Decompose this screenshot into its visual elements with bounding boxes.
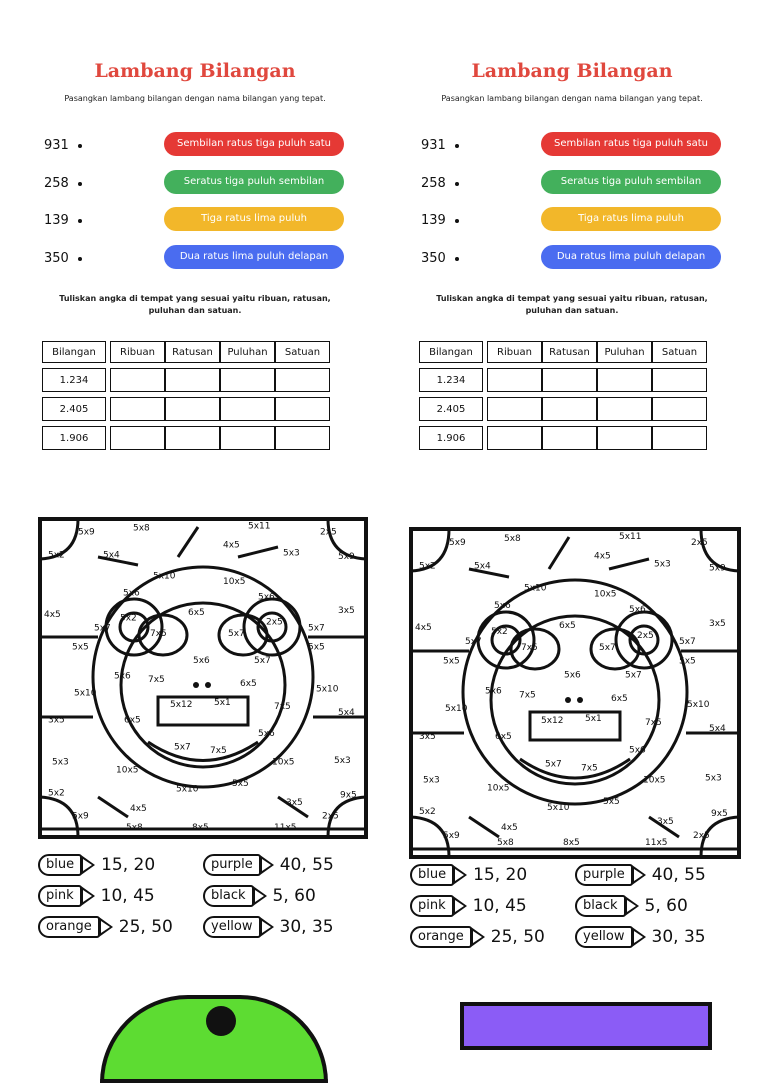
multiplication-cell-label[interactable]: 5x8 — [126, 822, 143, 833]
multiplication-cell-label[interactable]: 5x6 — [114, 671, 131, 682]
answer-cell[interactable] — [542, 368, 597, 392]
answer-cell[interactable] — [110, 426, 165, 450]
table-header: Puluhan — [220, 341, 275, 363]
multiplication-cell-label[interactable]: 3x5 — [657, 817, 674, 827]
multiplication-cell-label[interactable]: 7x5 — [645, 718, 662, 728]
crayon-color-name: blue — [410, 864, 454, 886]
number-label: 931 — [44, 138, 69, 153]
answer-cell[interactable] — [487, 397, 542, 421]
black-dot — [206, 1006, 236, 1036]
crayon-legend-item — [575, 864, 706, 886]
multiplication-cell-label[interactable]: 5x7 — [228, 629, 245, 640]
multiplication-cell-label[interactable]: 5x6 — [485, 686, 502, 697]
answer-cell[interactable] — [652, 368, 707, 392]
crayon-tip-icon — [81, 886, 95, 906]
crayon-values: 40, 55 — [651, 865, 706, 885]
crayon-tip-icon — [453, 896, 467, 916]
answer-cell[interactable] — [487, 426, 542, 450]
match-dot[interactable] — [78, 257, 82, 261]
multiplication-cell-label[interactable]: 5x10 — [687, 700, 710, 711]
number-label: 258 — [421, 176, 446, 191]
table-row-label: 1.234 — [419, 368, 483, 392]
crayon-color-name: purple — [575, 864, 633, 886]
multiplication-cell-label[interactable]: 5x6 — [258, 592, 275, 603]
multiplication-cell-label[interactable]: 6x5 — [188, 607, 205, 618]
multiplication-cell-label[interactable]: 7x5 — [581, 763, 598, 774]
answer-cell[interactable] — [275, 368, 330, 392]
table-row-label: 1.906 — [42, 426, 106, 450]
multiplication-cell-label[interactable]: 7x5 — [274, 702, 291, 712]
multiplication-cell-label[interactable]: 10x5 — [643, 775, 666, 786]
name-pill[interactable]: Sembilan ratus tiga puluh satu — [164, 132, 344, 156]
multiplication-cell-label[interactable]: 5x3 — [283, 548, 300, 559]
multiplication-cell-label[interactable]: 5x9 — [78, 527, 95, 538]
multiplication-cell-label[interactable]: 2x5 — [322, 811, 339, 822]
multiplication-cell-label[interactable]: 2x5 — [320, 527, 337, 538]
multiplication-cell-label[interactable]: 5x3 — [705, 773, 722, 784]
match-dot[interactable] — [78, 182, 82, 186]
multiplication-cell-label[interactable]: 5x7 — [545, 759, 562, 770]
crayon-values: 5, 60 — [272, 886, 316, 906]
answer-cell[interactable] — [110, 368, 165, 392]
multiplication-cell-label[interactable]: 5x6 — [123, 588, 140, 599]
multiplication-cell-label[interactable]: 5x4 — [103, 550, 120, 561]
multiplication-cell-label[interactable]: 5x2 — [48, 550, 65, 561]
multiplication-cell-label[interactable]: 5x3 — [654, 559, 671, 570]
multiplication-cell-label[interactable]: 5x6 — [193, 655, 210, 666]
answer-cell[interactable] — [165, 426, 220, 450]
match-dot[interactable] — [455, 144, 459, 148]
answer-cell[interactable] — [542, 397, 597, 421]
number-label: 350 — [421, 251, 446, 266]
crayon-tip-icon — [260, 855, 274, 875]
multiplication-cell-label[interactable]: 9x5 — [340, 790, 357, 801]
answer-cell[interactable] — [220, 397, 275, 421]
worksheet-title: Lambang Bilangan — [471, 60, 673, 82]
multiplication-cell-label[interactable]: 2x5 — [266, 617, 283, 628]
multiplication-cell-label[interactable]: 5x10 — [547, 803, 570, 814]
crayon-values: 25, 50 — [490, 927, 545, 947]
multiplication-cell-label[interactable]: 9x5 — [711, 809, 728, 820]
match-dot[interactable] — [455, 182, 459, 186]
multiplication-cell-label[interactable]: 10x5 — [594, 589, 617, 600]
name-pill[interactable]: Seratus tiga puluh sembilan — [541, 170, 721, 194]
number-label: 139 — [44, 213, 69, 228]
match-dot[interactable] — [78, 219, 82, 223]
answer-cell[interactable] — [220, 368, 275, 392]
lion-coloring-picture — [409, 527, 741, 859]
multiplication-cell-label[interactable]: 5x4 — [709, 723, 726, 734]
crayon-legend-item — [575, 895, 688, 917]
multiplication-cell-label[interactable]: 11x5 — [645, 838, 668, 848]
multiplication-cell-label[interactable]: 7x5 — [150, 629, 167, 640]
crayon-legend-item — [38, 854, 155, 876]
multiplication-cell-label[interactable]: 4x5 — [130, 803, 147, 814]
multiplication-cell-label[interactable]: 5x7 — [599, 642, 616, 653]
name-pill[interactable]: Dua ratus lima puluh delapan — [541, 245, 721, 269]
crayon-values: 15, 20 — [473, 865, 528, 885]
crayon-values: 25, 50 — [118, 917, 173, 937]
answer-cell[interactable] — [275, 397, 330, 421]
multiplication-cell-label[interactable]: 10x5 — [116, 765, 139, 776]
worksheet-right — [413, 48, 731, 470]
answer-cell[interactable] — [597, 397, 652, 421]
crayon-tip-icon — [625, 896, 639, 916]
crayon-tip-icon — [632, 865, 646, 885]
table-row-label: 2.405 — [42, 397, 106, 421]
multiplication-cell-label[interactable]: 5x9 — [449, 537, 466, 548]
answer-cell[interactable] — [652, 397, 707, 421]
table-header: Ribuan — [110, 341, 165, 363]
multiplication-cell-label[interactable]: 5x11 — [248, 521, 271, 532]
multiplication-cell-label[interactable]: 5x2 — [120, 613, 137, 624]
multiplication-cell-label[interactable]: 3x5 — [709, 619, 726, 629]
answer-cell[interactable] — [165, 397, 220, 421]
answer-cell[interactable] — [597, 426, 652, 450]
place-value-table — [42, 336, 330, 455]
multiplication-cell-label[interactable]: 4x5 — [501, 822, 518, 833]
multiplication-cell-label[interactable]: 5x6 — [564, 670, 581, 681]
multiplication-cell-label[interactable]: 5x10 — [153, 571, 176, 582]
crayon-legend-item — [410, 895, 527, 917]
crayon-legend-item — [410, 864, 527, 886]
purple-shape — [460, 1002, 712, 1050]
answer-cell[interactable] — [275, 426, 330, 450]
table-header: Satuan — [652, 341, 707, 363]
match-dot[interactable] — [455, 257, 459, 261]
multiplication-cell-label[interactable]: 5x10 — [316, 684, 339, 695]
multiplication-cell-label[interactable]: 6x5 — [559, 620, 576, 631]
crayon-color-name: pink — [410, 895, 454, 917]
crayon-legend-item — [38, 916, 173, 938]
table-row-label: 2.405 — [419, 397, 483, 421]
multiplication-cell-label[interactable]: 4x5 — [223, 540, 240, 551]
answer-cell[interactable] — [220, 426, 275, 450]
multiplication-cell-label[interactable]: 5x2 — [491, 626, 508, 637]
crayon-values: 30, 35 — [279, 917, 334, 937]
multiplication-cell-label[interactable]: 5x5 — [308, 642, 325, 653]
multiplication-cell-label[interactable]: 5x7 — [465, 636, 482, 647]
multiplication-cell-label[interactable]: 5x2 — [419, 807, 436, 818]
crayon-tip-icon — [471, 927, 485, 947]
multiplication-cell-label[interactable]: 5x6 — [629, 745, 646, 756]
multiplication-cell-label[interactable]: 5x7 — [174, 742, 191, 753]
multiplication-cell-label[interactable]: 5x7 — [254, 655, 271, 666]
multiplication-cell-label[interactable]: 4x5 — [594, 551, 611, 562]
table-header: Ratusan — [165, 341, 220, 363]
multiplication-cell-label[interactable]: 5x2 — [48, 788, 65, 799]
multiplication-cell-label[interactable]: 5x8 — [497, 838, 514, 848]
multiplication-cell-label[interactable]: 5x9 — [709, 563, 726, 574]
crayon-values: 30, 35 — [651, 927, 706, 947]
multiplication-cell-label[interactable]: 11x5 — [274, 822, 297, 833]
multiplication-cell-label[interactable]: 5x4 — [338, 707, 355, 718]
multiplication-cell-label[interactable]: 6x5 — [495, 731, 512, 742]
answer-cell[interactable] — [165, 368, 220, 392]
multiplication-cell-label[interactable]: 5x3 — [423, 775, 440, 786]
multiplication-cell-label[interactable]: 6x5 — [124, 715, 141, 726]
multiplication-cell-label[interactable]: 7x5 — [521, 642, 538, 653]
number-label: 350 — [44, 251, 69, 266]
multiplication-cell-label[interactable]: 8x5 — [192, 822, 209, 833]
crayon-color-name: blue — [38, 854, 82, 876]
multiplication-cell-label[interactable]: 7x5 — [519, 690, 536, 701]
multiplication-cell-label[interactable]: 5x9 — [72, 811, 89, 822]
number-label: 931 — [421, 138, 446, 153]
multiplication-cell-label[interactable]: 5x12 — [541, 716, 564, 727]
multiplication-cell-label[interactable]: 2x5 — [637, 630, 654, 641]
table-header: Ribuan — [487, 341, 542, 363]
multiplication-cell-label[interactable]: 3x5 — [48, 715, 65, 726]
answer-cell[interactable] — [487, 368, 542, 392]
multiplication-cell-label[interactable]: 5x5 — [232, 778, 249, 789]
crayon-values: 40, 55 — [279, 855, 334, 875]
crayon-color-name: black — [203, 885, 254, 907]
multiplication-cell-label[interactable]: 8x5 — [563, 838, 580, 848]
multiplication-cell-label[interactable]: 5x6 — [258, 728, 275, 739]
multiplication-cell-label[interactable]: 5x2 — [419, 561, 436, 572]
multiplication-cell-label[interactable]: 5x12 — [170, 700, 193, 711]
color-legend-right — [410, 864, 742, 956]
multiplication-cell-label[interactable]: 3x5 — [338, 606, 355, 616]
crayon-color-name: yellow — [575, 926, 633, 948]
crayon-color-name: pink — [38, 885, 82, 907]
multiplication-cell-label[interactable]: 2x5 — [693, 830, 710, 841]
crayon-legend-item — [575, 926, 706, 948]
place-value-table — [419, 336, 707, 455]
crayon-color-name: yellow — [203, 916, 261, 938]
crayon-legend-item — [203, 916, 334, 938]
multiplication-cell-label[interactable]: 5x5 — [443, 656, 460, 667]
table-row-label: 1.234 — [42, 368, 106, 392]
multiplication-cell-label[interactable]: 5x5 — [679, 656, 696, 667]
worksheet-left — [36, 48, 354, 470]
multiplication-cell-label[interactable]: 5x11 — [619, 531, 642, 542]
multiplication-cell-label[interactable]: 5x7 — [679, 636, 696, 647]
crayon-color-name: black — [575, 895, 626, 917]
crayon-tip-icon — [253, 886, 267, 906]
multiplication-cell-label[interactable]: 3x5 — [286, 798, 303, 808]
multiplication-cell-label[interactable]: 5x6 — [629, 605, 646, 616]
multiplication-cell-label[interactable]: 5x7 — [625, 670, 642, 681]
color-legend-left — [38, 854, 368, 946]
crayon-color-name: orange — [410, 926, 472, 948]
name-pill[interactable]: Seratus tiga puluh sembilan — [164, 170, 344, 194]
table-instruction: Tuliskan angka di tempat yang sesuai yaitu ribuan, ratusan, puluhan dan satuan. — [59, 294, 331, 315]
answer-cell[interactable] — [652, 426, 707, 450]
multiplication-cell-label[interactable]: 10x5 — [487, 783, 510, 794]
multiplication-cell-label[interactable]: 3x5 — [419, 731, 436, 742]
match-instruction: Pasangkan lambang bilangan dengan nama bilangan yang tepat. — [441, 94, 703, 103]
multiplication-cell-label[interactable]: 5x9 — [338, 552, 355, 563]
crayon-legend-item — [38, 885, 155, 907]
crayon-tip-icon — [260, 917, 274, 937]
multiplication-cell-label[interactable]: 10x5 — [223, 577, 246, 588]
crayon-tip-icon — [632, 927, 646, 947]
crayon-tip-icon — [99, 917, 113, 937]
multiplication-cell-label[interactable]: 7x5 — [210, 746, 227, 757]
table-header: Puluhan — [597, 341, 652, 363]
multiplication-cell-label[interactable]: 5x4 — [474, 561, 491, 572]
name-pill[interactable]: Sembilan ratus tiga puluh satu — [541, 132, 721, 156]
crayon-values: 10, 45 — [472, 896, 527, 916]
crayon-legend-item — [203, 885, 316, 907]
match-dot[interactable] — [78, 144, 82, 148]
multiplication-cell-label[interactable]: 5x8 — [133, 523, 150, 534]
crayon-legend-item — [410, 926, 545, 948]
table-header: Bilangan — [42, 341, 106, 363]
match-instruction: Pasangkan lambang bilangan dengan nama bilangan yang tepat. — [64, 94, 326, 103]
crayon-values: 5, 60 — [644, 896, 688, 916]
multiplication-cell-label[interactable]: 6x5 — [611, 694, 628, 705]
multiplication-cell-label[interactable]: 5x3 — [334, 755, 351, 766]
multiplication-cell-label[interactable]: 5x1 — [214, 698, 231, 709]
answer-cell[interactable] — [110, 397, 165, 421]
table-header: Bilangan — [419, 341, 483, 363]
multiplication-cell-label[interactable]: 5x7 — [308, 623, 325, 634]
crayon-color-name: purple — [203, 854, 261, 876]
multiplication-cell-label[interactable]: 4x5 — [415, 622, 432, 633]
table-row-label: 1.906 — [419, 426, 483, 450]
table-header: Ratusan — [542, 341, 597, 363]
crayon-values: 15, 20 — [101, 855, 156, 875]
crayon-legend-item — [203, 854, 334, 876]
multiplication-cell-label[interactable]: 5x5 — [72, 642, 89, 653]
name-pill[interactable]: Tiga ratus lima puluh — [164, 207, 344, 231]
multiplication-cell-label[interactable]: 5x9 — [443, 830, 460, 841]
match-dot[interactable] — [455, 219, 459, 223]
number-label: 258 — [44, 176, 69, 191]
multiplication-cell-label[interactable]: 5x1 — [585, 714, 602, 725]
worksheet-title: Lambang Bilangan — [94, 60, 296, 82]
answer-cell[interactable] — [542, 426, 597, 450]
multiplication-cell-label[interactable]: 5x8 — [504, 533, 521, 544]
multiplication-cell-label[interactable]: 6x5 — [240, 678, 257, 689]
name-pill[interactable]: Tiga ratus lima puluh — [541, 207, 721, 231]
crayon-tip-icon — [81, 855, 95, 875]
multiplication-cell-label[interactable]: 2x5 — [691, 537, 708, 548]
multiplication-cell-label[interactable]: 7x5 — [148, 675, 165, 686]
multiplication-cell-label[interactable]: 10x5 — [272, 757, 295, 768]
answer-cell[interactable] — [597, 368, 652, 392]
name-pill[interactable]: Dua ratus lima puluh delapan — [164, 245, 344, 269]
multiplication-cell-label[interactable]: 5x6 — [494, 601, 511, 612]
crayon-values: 10, 45 — [100, 886, 155, 906]
table-header: Satuan — [275, 341, 330, 363]
multiplication-cell-label[interactable]: 5x5 — [603, 797, 620, 808]
table-instruction: Tuliskan angka di tempat yang sesuai yaitu ribuan, ratusan, puluhan dan satuan. — [436, 294, 708, 315]
crayon-tip-icon — [453, 865, 467, 885]
multiplication-cell-label[interactable]: 4x5 — [44, 609, 61, 620]
multiplication-cell-label[interactable]: 5x10 — [176, 784, 199, 795]
multiplication-cell-label[interactable]: 5x10 — [445, 704, 468, 715]
multiplication-cell-label[interactable]: 5x7 — [94, 623, 111, 634]
multiplication-cell-label[interactable]: 5x10 — [74, 688, 97, 699]
crayon-color-name: orange — [38, 916, 100, 938]
multiplication-cell-label[interactable]: 5x10 — [524, 583, 547, 594]
multiplication-cell-label[interactable]: 5x3 — [52, 757, 69, 768]
number-label: 139 — [421, 213, 446, 228]
lion-coloring-picture — [38, 517, 368, 839]
